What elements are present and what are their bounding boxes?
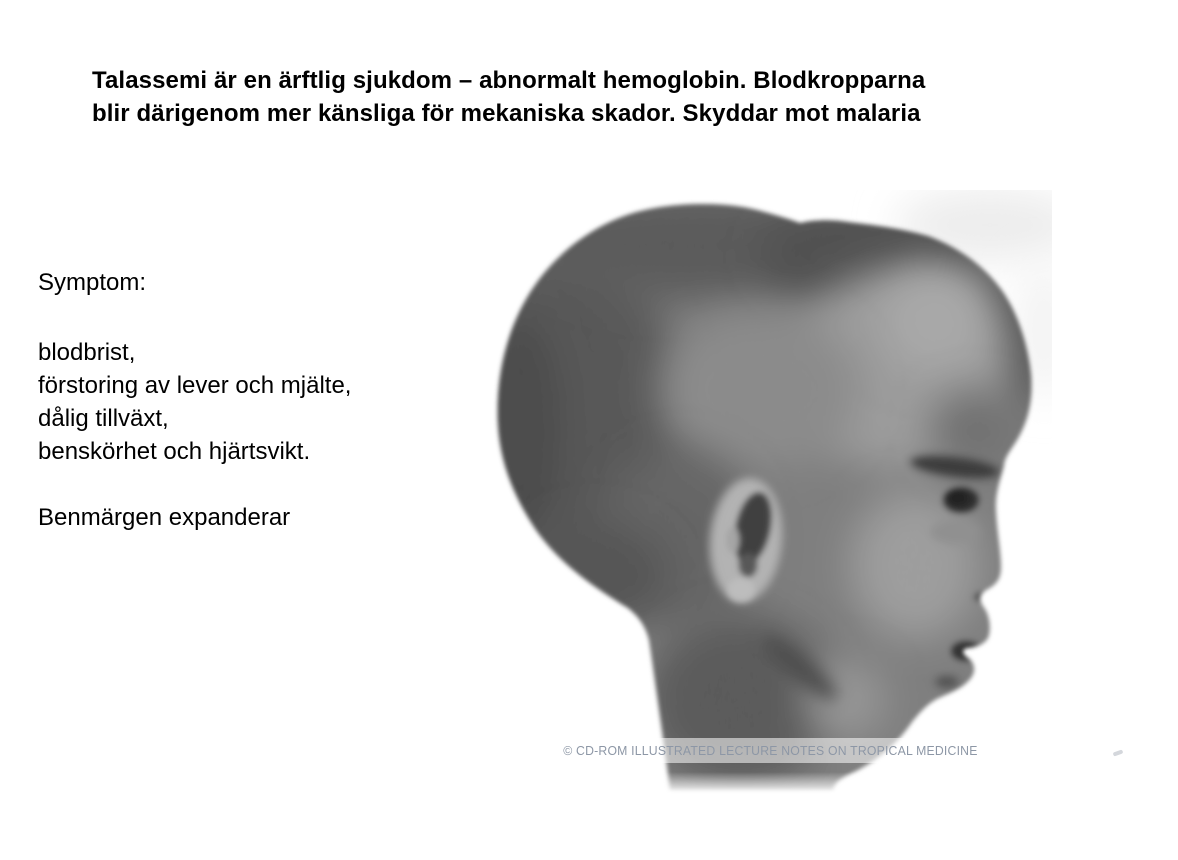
title-line-1: Talassemi är en ärftlig sjukdom – abnormalt hemoglobin. Blodkropparna (92, 67, 926, 94)
symptom-list (38, 336, 351, 468)
symptom-item: förstoring av lever och mjälte, (38, 372, 352, 399)
slide-title (92, 64, 925, 130)
title-line-2: blir därigenom mer känsliga för mekaniska skador. Skyddar mot malaria (92, 100, 921, 127)
symptom-item: benskörhet och hjärtsvikt. (38, 438, 311, 465)
photo-artifact (1113, 749, 1124, 756)
photo-caption-text: © CD-ROM ILLUSTRATED LECTURE NOTES ON TROPICAL MEDICINE (562, 743, 978, 758)
patient-photo (486, 190, 1052, 794)
symptoms-heading: Symptom: (38, 269, 147, 296)
bone-marrow-note: Benmärgen expanderar (38, 504, 291, 531)
symptom-item: blodbrist, (38, 339, 136, 366)
photo-caption (498, 738, 1042, 763)
patient-photo-illustration (486, 190, 1052, 794)
symptom-block (38, 266, 351, 534)
symptom-item: dålig tillväxt, (38, 405, 169, 432)
